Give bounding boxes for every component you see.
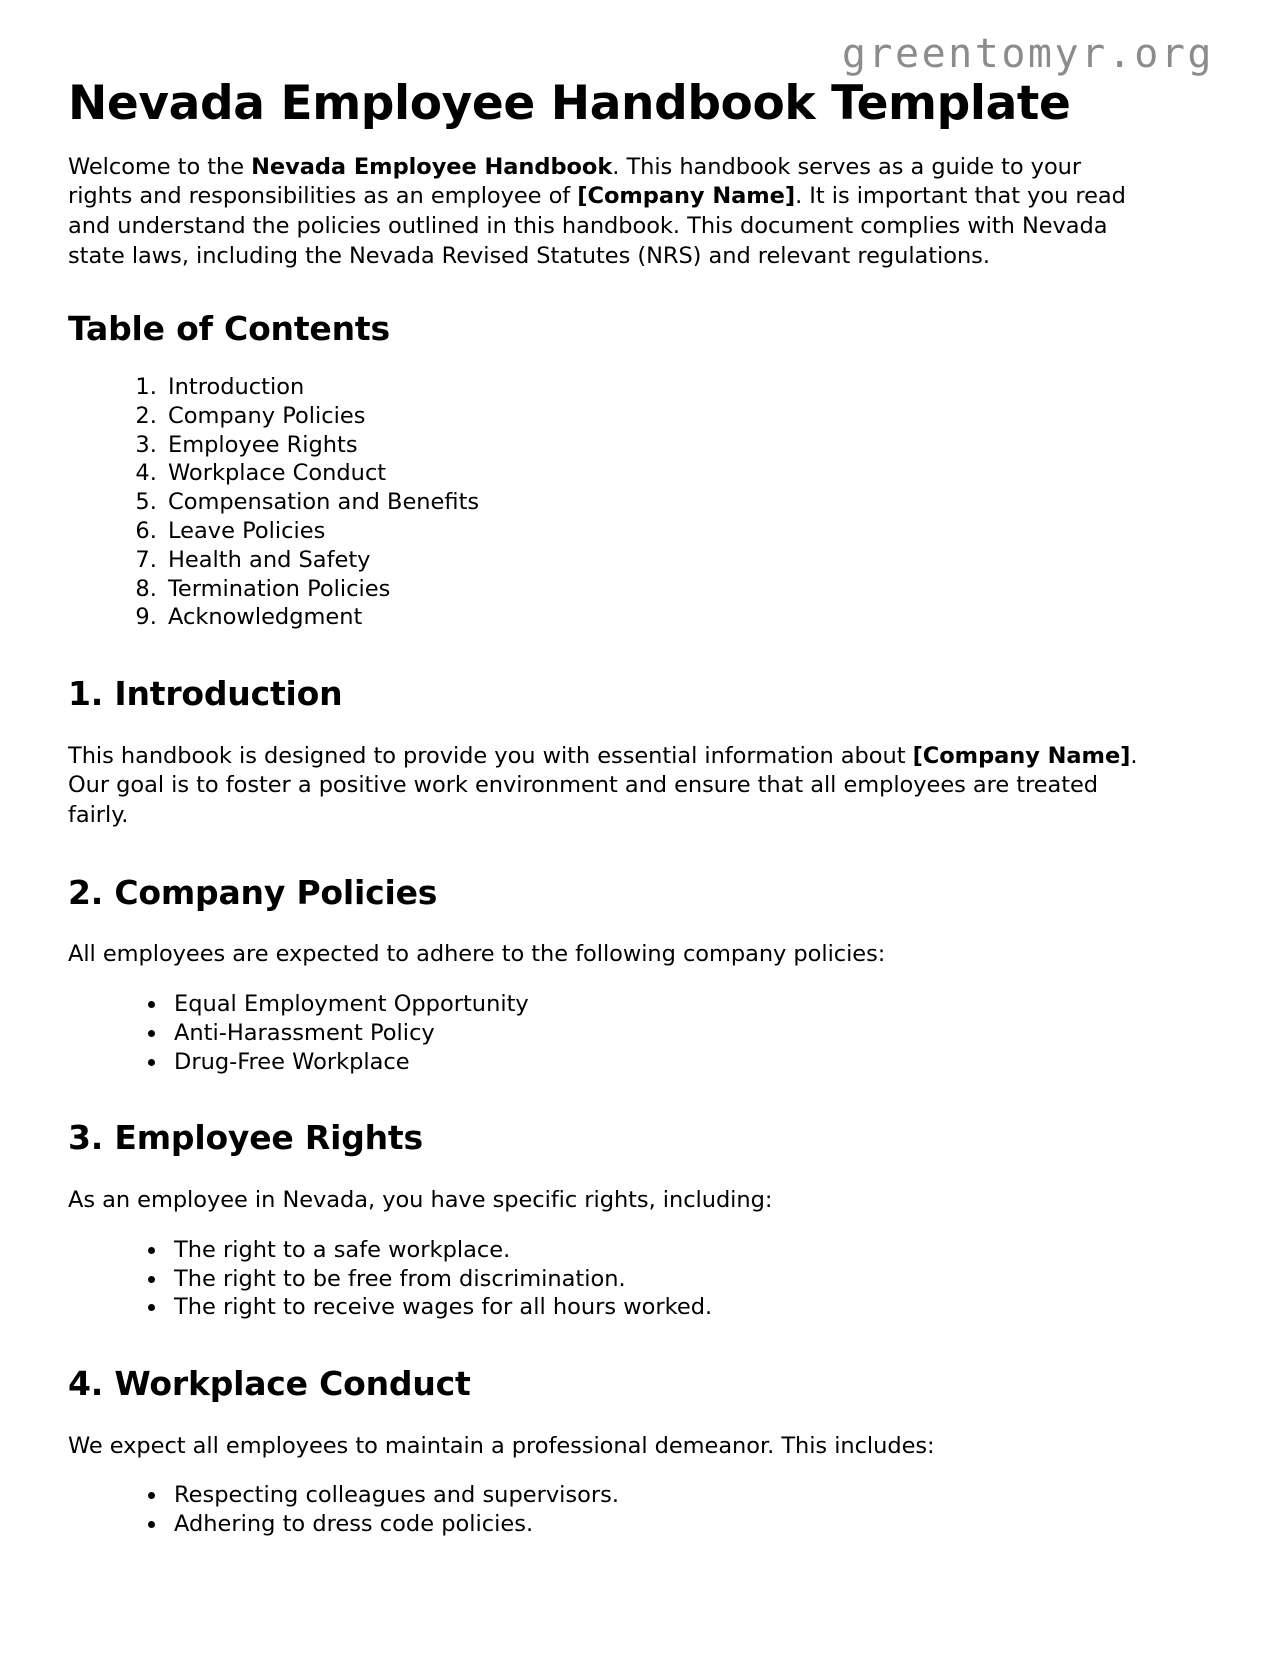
intro-bold-handbook: Nevada Employee Handbook (251, 153, 613, 180)
intro-bold-company-name: [Company Name] (577, 183, 796, 210)
toc-item[interactable]: 1. Introduction (164, 373, 1214, 402)
intro-text-part3: . It is important that you read and understand the policies outlined in this handbook. This document complies with Nevada state laws, including the Nevada Revised Statutes (NRS) and relevant regulations. (68, 183, 1126, 269)
page-title: Nevada Employee Handbook Template (68, 76, 1071, 131)
intro-paragraph (68, 131, 1140, 272)
table-of-contents-heading: Table of Contents (68, 309, 390, 349)
section-paragraph-employee-rights (68, 1164, 1140, 1216)
section-heading-employee-rights: 3. Employee Rights (68, 1118, 423, 1158)
section-paragraph-workplace-conduct (68, 1410, 1140, 1462)
workplace-conduct-list (68, 1461, 1214, 1539)
list-item: • The right to be free from discrimination. (168, 1265, 1214, 1294)
list-item: • The right to receive wages for all hours worked. (168, 1293, 1214, 1322)
list-item: • Adhering to dress code policies. (168, 1510, 1214, 1539)
site-watermark: greentomyr.org (841, 31, 1214, 77)
table-of-contents-list (68, 353, 1214, 632)
intro-text-part2: . This handbook serves as a guide to your rights and responsibilities as an employee of (68, 153, 1082, 210)
toc-item[interactable]: 2. Company Policies (164, 402, 1214, 431)
company-policies-list (68, 970, 1214, 1076)
employee-rights-list (68, 1216, 1214, 1322)
section-heading-company-policies: 2. Company Policies (68, 872, 438, 912)
section-text-part1: This handbook is designed to provide you with essential information about (68, 742, 913, 769)
section-paragraph-introduction (68, 720, 1140, 831)
section-bold-company-name: [Company Name] (912, 742, 1131, 769)
section-heading-introduction: 1. Introduction (68, 674, 343, 714)
list-item: • Respecting colleagues and supervisors. (168, 1481, 1214, 1510)
toc-item[interactable]: 4. Workplace Conduct (164, 459, 1214, 488)
section-heading-workplace-conduct: 4. Workplace Conduct (68, 1364, 471, 1404)
list-item: • Anti-Harassment Policy (168, 1019, 1214, 1048)
toc-item[interactable]: 8. Termination Policies (164, 575, 1214, 604)
section-text-part2: . Our goal is to foster a positive work environment and ensure that all employees are treated fairly. (68, 742, 1138, 829)
toc-item[interactable]: 3. Employee Rights (164, 431, 1214, 460)
toc-item[interactable]: 7. Health and Safety (164, 546, 1214, 575)
section-text-part1: As an employee in Nevada, you have specific rights, including: (68, 1187, 773, 1214)
section-paragraph-company-policies (68, 918, 1140, 970)
toc-item[interactable]: 9. Acknowledgment (164, 603, 1214, 632)
list-item: • The right to a safe workplace. (168, 1236, 1214, 1265)
list-item: • Equal Employment Opportunity (168, 990, 1214, 1019)
section-text-part1: All employees are expected to adhere to the following company policies: (68, 941, 886, 968)
toc-item[interactable]: 6. Leave Policies (164, 517, 1214, 546)
intro-text-part1: Welcome to the (68, 153, 252, 180)
toc-item[interactable]: 5. Compensation and Benefits (164, 488, 1214, 517)
section-text-part1: We expect all employees to maintain a professional demeanor. This includes: (68, 1432, 935, 1459)
list-item: • Drug-Free Workplace (168, 1048, 1214, 1077)
